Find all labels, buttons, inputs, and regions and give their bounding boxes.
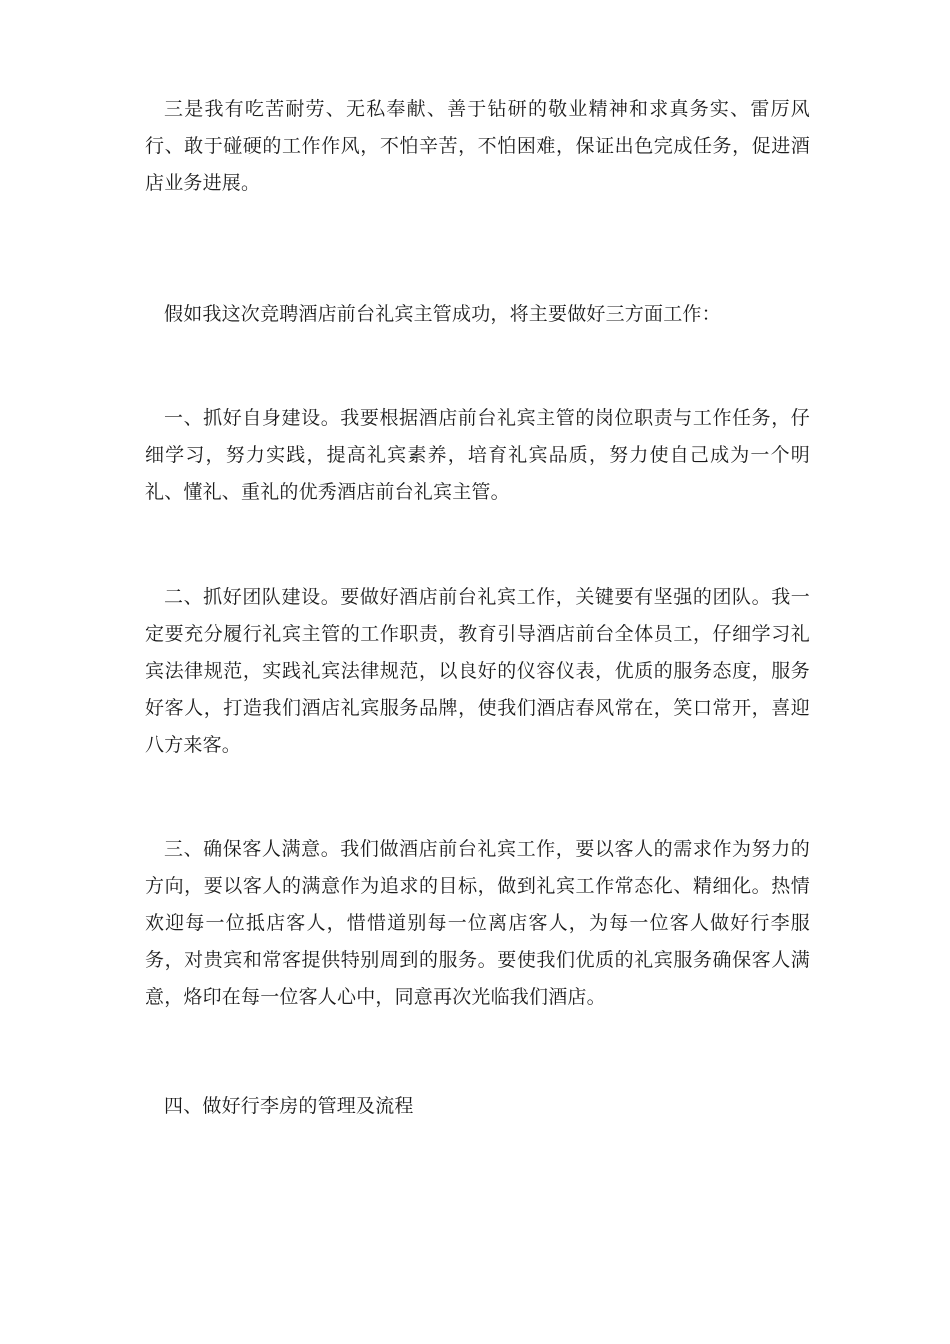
paragraph-self-building: 一、抓好自身建设。我要根据酒店前台礼宾主管的岗位职责与工作任务，仔细学习，努力实践，提高礼宾素养，培育礼宾品质，努力使自己成为一个明礼、懂礼、重礼的优秀酒店前台礼宾主管。 [145,407,810,503]
paragraph-luggage-room: 四、做好行李房的管理及流程 [164,1095,414,1117]
paragraph-guest-satisfaction: 三、确保客人满意。我们做酒店前台礼宾工作，要以客人的需求作为努力的方向，要以客人的满意作为追求的目标，做到礼宾工作常态化、精细化。热情欢迎每一位抵店客人，惜惜道别每一位离店客人，为每一位客人做好行李服务，对贵宾和常客提供特别周到的服务。要使我们优质的礼宾服务确保客人满意，烙印在每一位客人心中，同意再次光临我们酒店。 [145,838,810,1008]
paragraph-team-building: 二、抓好团队建设。要做好酒店前台礼宾工作，关键要有坚强的团队。我一定要充分履行礼宾主管的工作职责，教育引导酒店前台全体员工，仔细学习礼宾法律规范，实践礼宾法律规范，以良好的仪容仪表，优质的服务态度，服务好客人，打造我们酒店礼宾服务品牌，使我们酒店春风常在，笑口常开，喜迎八方来客。 [145,586,810,756]
paragraph-work-attitude: 三是我有吃苦耐劳、无私奉献、善于钻研的敬业精神和求真务实、雷厉风行、敢于碰硬的工作作风，不怕辛苦，不怕困难，保证出色完成任务，促进酒店业务进展。 [145,98,810,194]
paragraph-intro-plan: 假如我这次竞聘酒店前台礼宾主管成功，将主要做好三方面工作： [164,303,721,325]
